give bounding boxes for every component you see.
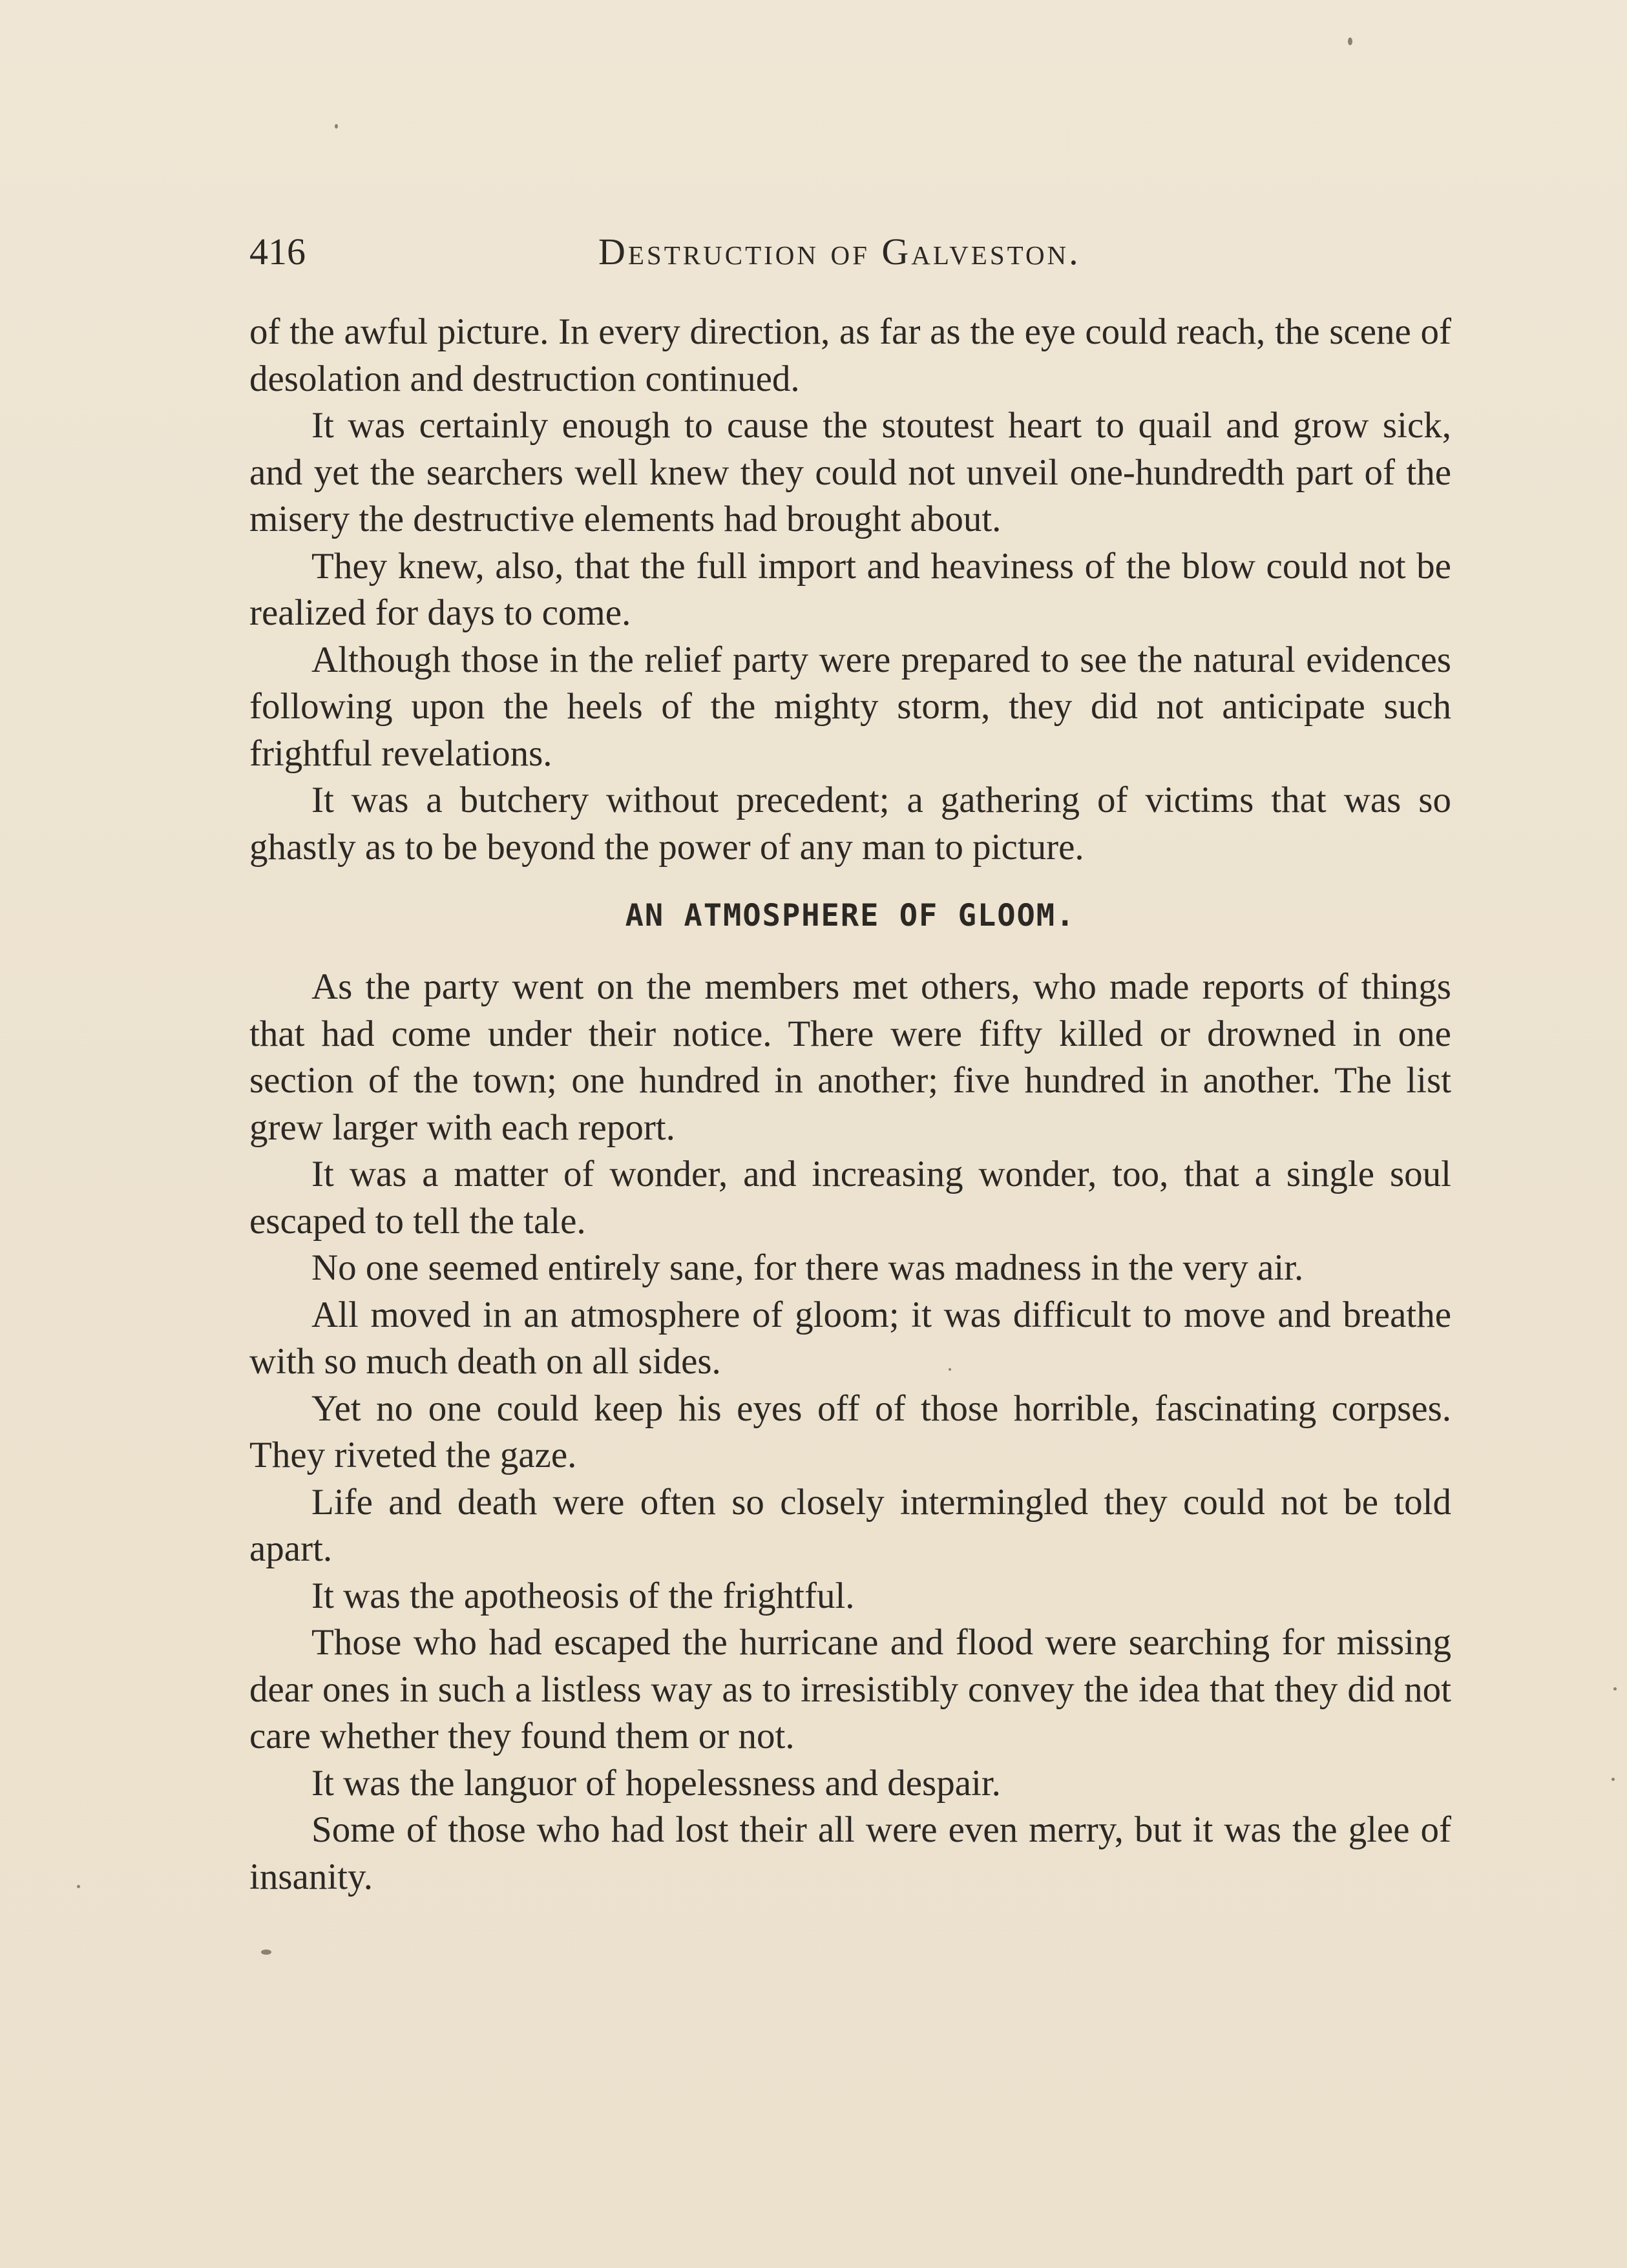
paragraph: Life and death were often so closely intermingled they could not be told apart. bbox=[249, 1481, 1451, 1569]
paragraph: It was the apotheosis of the frightful. bbox=[311, 1575, 855, 1616]
paragraph: It was a matter of wonder, and increasing wonder, too, that a single soul escaped to tell the tale. bbox=[249, 1154, 1451, 1242]
paragraph: Some of those who had lost their all were even merry, but it was the glee of insanity. bbox=[249, 1809, 1451, 1897]
paper-speck bbox=[335, 124, 338, 129]
paragraph: They knew, also, that the full import and heaviness of the blow could not be realized for days to come. bbox=[249, 545, 1451, 633]
paragraph: Although those in the relief party were prepared to see the natural evidences following upon the heels of the mighty storm, they did not anticipate such frightful revelations. bbox=[249, 639, 1451, 774]
paper-speck bbox=[261, 1950, 271, 1955]
running-head bbox=[249, 220, 1453, 284]
body-text bbox=[249, 309, 1451, 1900]
paragraph: of the awful picture. In every direction, as far as the eye could reach, the scene of desolation and destruction continued. bbox=[249, 311, 1451, 399]
section-heading: AN ATMOSPHERE OF GLOOM. bbox=[625, 898, 1076, 933]
running-title: Destruction of Galveston. bbox=[598, 231, 1081, 273]
paper-speck bbox=[1348, 37, 1352, 45]
paragraph: It was a butchery without precedent; a gathering of victims that was so ghastly as to be beyond the power of any man to picture. bbox=[249, 780, 1451, 868]
paragraph: No one seemed entirely sane, for there was madness in the very air. bbox=[311, 1247, 1304, 1288]
page-number: 416 bbox=[249, 231, 306, 273]
paragraph: Yet no one could keep his eyes off of those horrible, fascinating corpses. They riveted the gaze. bbox=[249, 1388, 1451, 1475]
paper-speck bbox=[1611, 1778, 1615, 1781]
paragraph: All moved in an atmosphere of gloom; it was difficult to move and breathe with so much death on all sides. bbox=[249, 1294, 1451, 1382]
paragraph: It was certainly enough to cause the stoutest heart to quail and grow sick, and yet the searchers well knew they could not unveil one-hundredth part of the misery the destructive elements had brought about. bbox=[249, 405, 1451, 539]
paper-speck bbox=[1613, 1687, 1617, 1691]
paper-speck bbox=[949, 1368, 951, 1371]
paragraph: It was the languor of hopelessness and despair. bbox=[311, 1762, 1001, 1804]
paper-speck bbox=[77, 1885, 80, 1888]
paragraph: As the party went on the members met others, who made reports of things that had come under their notice. There were fifty killed or drowned in one section of the town; one hundred in another; five hundred in another. The list grew larger with each report. bbox=[249, 966, 1451, 1148]
paragraph: Those who had escaped the hurricane and flood were searching for missing dear ones in such a listless way as to irresistibly convey the idea that they did not care whether they found them or not. bbox=[249, 1622, 1451, 1756]
